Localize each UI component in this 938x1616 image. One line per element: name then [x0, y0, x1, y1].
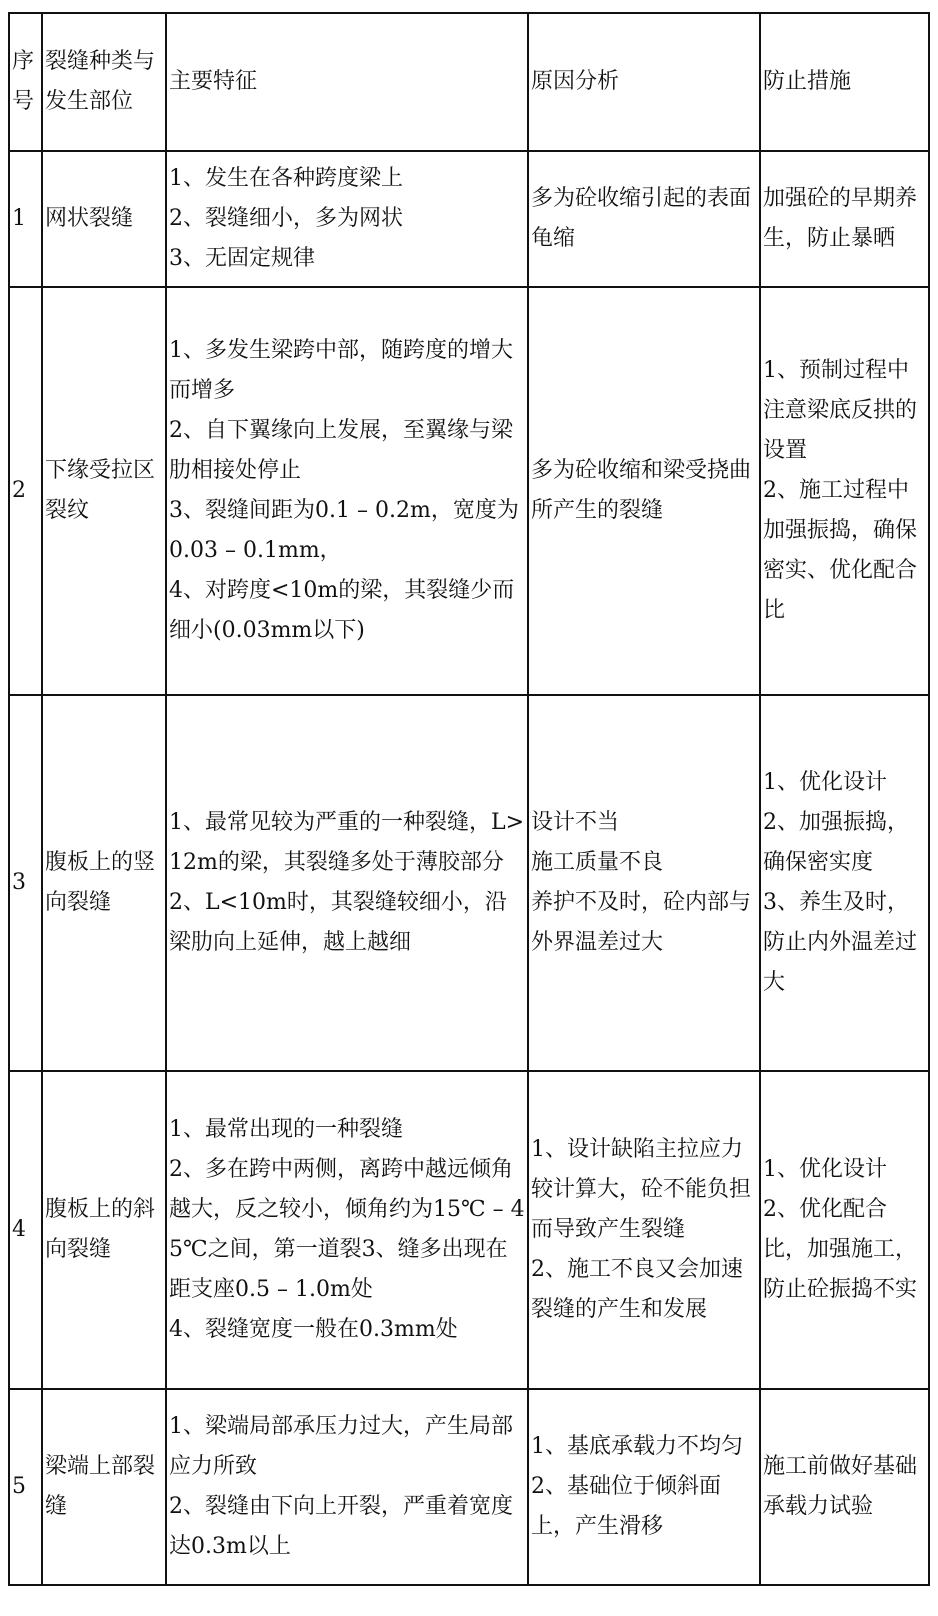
measure-line: 1、优化设计: [763, 770, 887, 795]
feature-line: 2、L<10m时，其裂缝较细小，沿梁肋向上延伸，越上越细: [169, 890, 507, 955]
row-measures: [760, 287, 929, 695]
measure-line: 3、养生及时，防止内外温差过大: [763, 890, 918, 995]
row-features: [166, 287, 528, 695]
row-seq: [9, 1389, 42, 1585]
cause-line: 2、基础位于倾斜面上，产生滑移: [531, 1474, 721, 1539]
feature-line: 4、对跨度<10m的梁，其裂缝少而细小(0.03mm以下): [169, 578, 515, 643]
row-causes: [528, 1071, 760, 1389]
row-type-text: 网状裂缝: [45, 206, 134, 231]
row-seq: [9, 1071, 42, 1389]
feature-line: 3、裂缝间距为0.1 – 0.2m，宽度为0.03 – 0.1mm，: [169, 498, 519, 563]
header-causes-text: 原因分析: [531, 69, 620, 94]
header-seq-text: 序号: [12, 49, 35, 114]
measure-line: 2、施工过程中加强振捣，确保密实、优化配合比: [763, 478, 918, 623]
cause-line: 施工质量不良: [531, 850, 664, 875]
row-causes: [528, 695, 760, 1071]
cause-line: 多为砼收缩和梁受挠曲所产生的裂缝: [531, 458, 752, 523]
header-type-text: 裂缝种类与发生部位: [45, 49, 156, 114]
feature-line: 2、裂缝细小，多为网状: [169, 206, 403, 231]
row-measures: [760, 1389, 929, 1585]
row-type-text: 腹板上的竖向裂缝: [45, 850, 156, 915]
cause-line: 2、施工不良又会加速裂缝的产生和发展: [531, 1257, 743, 1322]
cause-line: 1、设计缺陷主拉应力较计算大，砼不能负担而导致产生裂缝: [531, 1137, 752, 1242]
row-features: [166, 695, 528, 1071]
measure-line: 1、优化设计: [763, 1157, 887, 1182]
row-type-text: 腹板上的斜向裂缝: [45, 1197, 156, 1262]
row-measures: [760, 151, 929, 287]
measure-line: 1、预制过程中注意梁底反拱的设置: [763, 358, 918, 463]
row-type: [42, 1389, 166, 1585]
row-seq: [9, 695, 42, 1071]
table-row: [9, 695, 929, 1071]
row-measures: [760, 695, 929, 1071]
feature-line: 2、自下翼缘向上发展，至翼缘与梁肋相接处停止: [169, 418, 513, 483]
header-measures: [760, 13, 929, 151]
row-features: [166, 151, 528, 287]
row-type: [42, 1071, 166, 1389]
measure-line: 2、加强振捣，确保密实度: [763, 810, 909, 875]
header-features-text: 主要特征: [169, 69, 258, 94]
row-seq: [9, 151, 42, 287]
row-seq-text: 3: [12, 870, 26, 895]
table-row: [9, 1071, 929, 1389]
row-seq-text: 5: [12, 1474, 26, 1499]
header-seq: [9, 13, 42, 151]
cause-line: 多为砼收缩引起的表面龟缩: [531, 186, 752, 251]
cause-line: 1、基底承载力不均匀: [531, 1434, 743, 1459]
row-type: [42, 695, 166, 1071]
row-type: [42, 287, 166, 695]
header-type: [42, 13, 166, 151]
header-causes: [528, 13, 760, 151]
header-features: [166, 13, 528, 151]
feature-line: 1、最常见较为严重的一种裂缝，L>12m的梁，其裂缝多处于薄胶部分: [169, 810, 525, 875]
row-seq: [9, 287, 42, 695]
measure-line: 施工前做好基础承载力试验: [763, 1454, 918, 1519]
feature-line: 2、裂缝由下向上开裂，严重着宽度达0.3m以上: [169, 1494, 513, 1559]
row-type-text: 下缘受拉区裂纹: [45, 458, 156, 523]
table-header-row: [9, 13, 929, 151]
table-row: [9, 287, 929, 695]
row-seq-text: 1: [12, 206, 26, 231]
feature-line: 2、多在跨中两侧，离跨中越远倾角越大，反之较小，倾角约为15℃ – 45℃之间，第一道裂3、缝多出现在距支座0.5 – 1.0m处: [169, 1157, 525, 1302]
row-features: [166, 1389, 528, 1585]
table-row: [9, 1389, 929, 1585]
crack-table: [8, 12, 930, 1586]
row-seq-text: 4: [12, 1217, 26, 1242]
row-features: [166, 1071, 528, 1389]
row-measures: [760, 1071, 929, 1389]
row-causes: [528, 151, 760, 287]
feature-line: 1、多发生梁跨中部，随跨度的增大而增多: [169, 338, 513, 403]
row-seq-text: 2: [12, 478, 26, 503]
measure-line: 加强砼的早期养生，防止暴晒: [763, 186, 918, 251]
row-causes: [528, 1389, 760, 1585]
cause-line: 养护不及时，砼内部与外界温差过大: [531, 890, 752, 955]
feature-line: 3、无固定规律: [169, 246, 315, 271]
header-measures-text: 防止措施: [763, 69, 852, 94]
feature-line: 1、发生在各种跨度梁上: [169, 166, 403, 191]
measure-line: 2、优化配合比，加强施工，防止砼振捣不实: [763, 1197, 918, 1302]
feature-line: 1、梁端局部承压力过大，产生局部应力所致: [169, 1414, 513, 1479]
cause-line: 设计不当: [531, 810, 620, 835]
row-causes: [528, 287, 760, 695]
feature-line: 4、裂缝宽度一般在0.3mm处: [169, 1317, 458, 1342]
table-row: [9, 151, 929, 287]
row-type: [42, 151, 166, 287]
feature-line: 1、最常出现的一种裂缝: [169, 1117, 403, 1142]
row-type-text: 梁端上部裂缝: [45, 1454, 156, 1519]
